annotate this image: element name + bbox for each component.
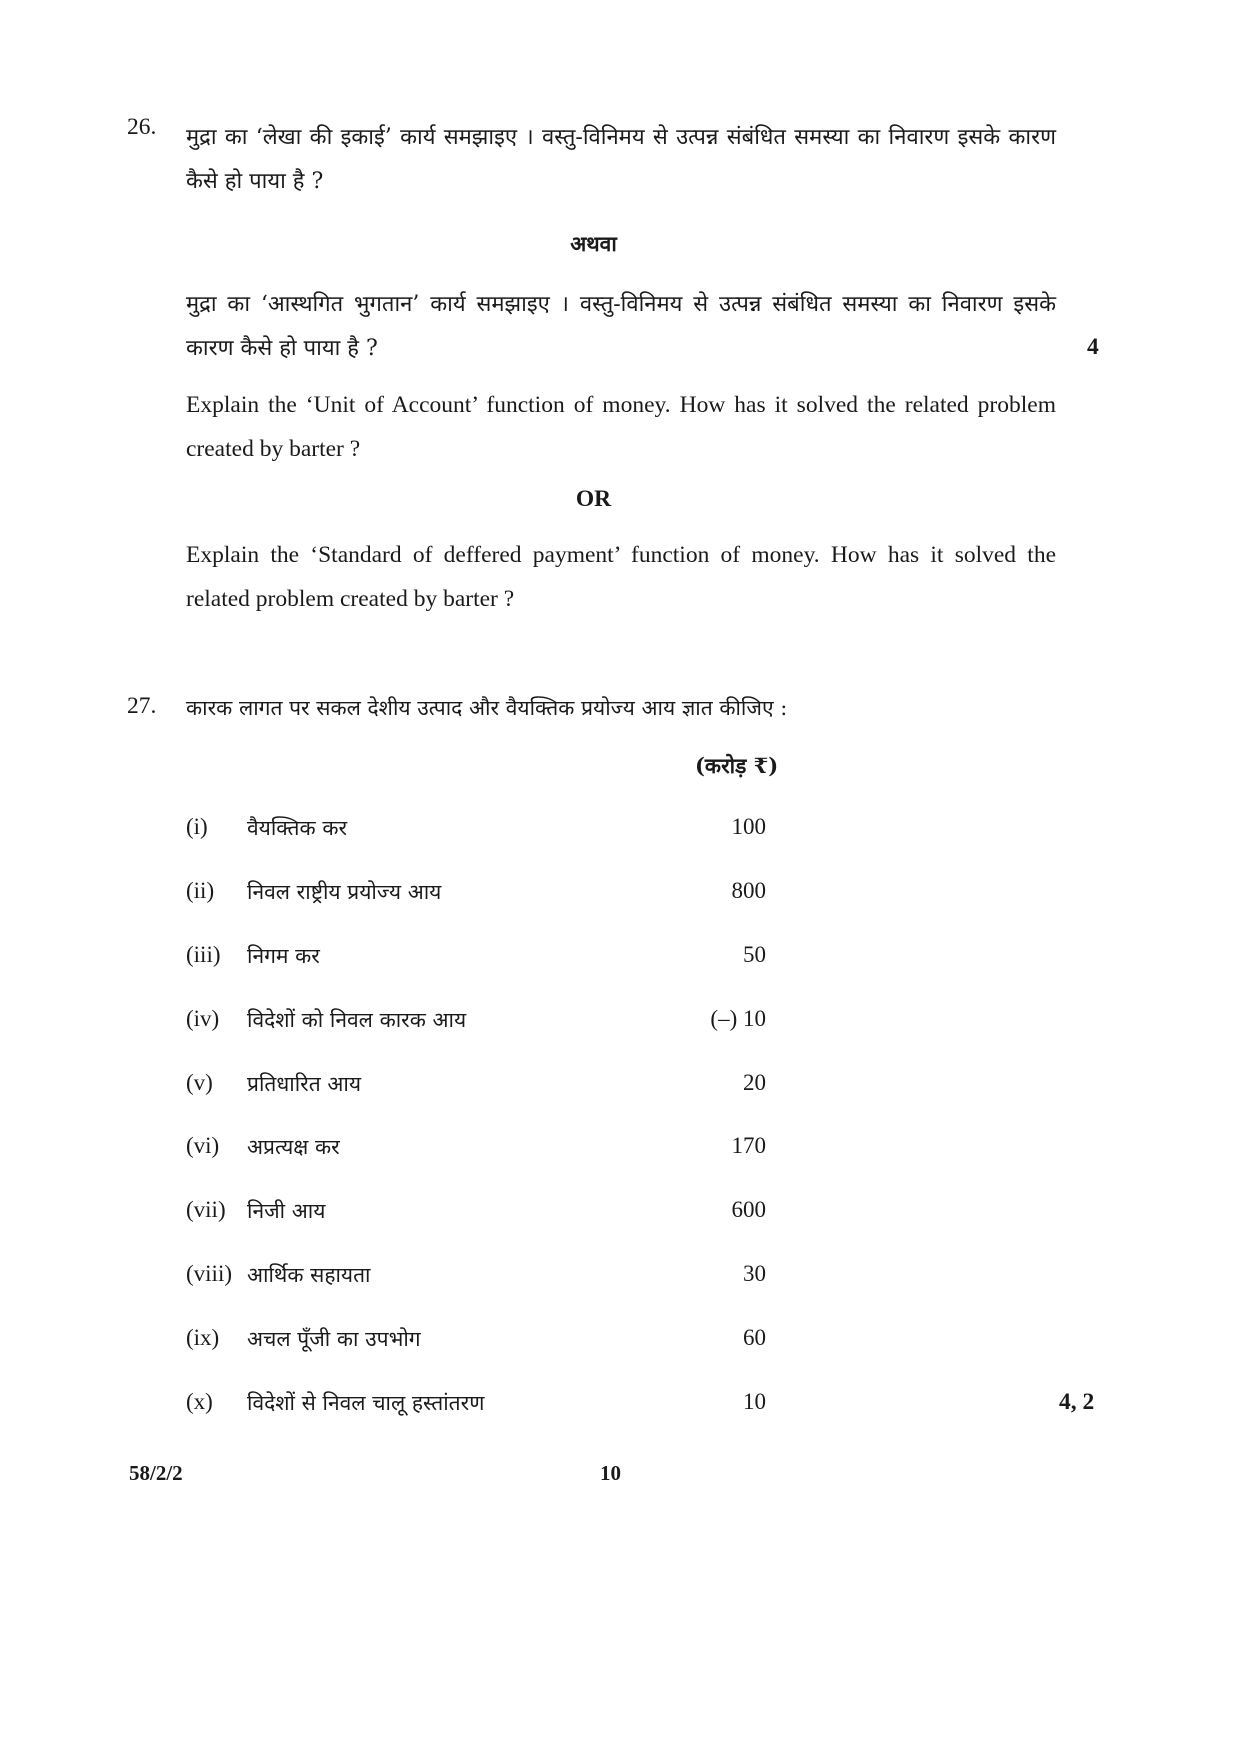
row-label: आर्थिक सहायता (247, 1263, 371, 1287)
row-index: (iii) (186, 942, 221, 967)
row-value: 30 (743, 1261, 766, 1286)
table-row (186, 1006, 766, 1042)
row-label: निवल राष्ट्रीय प्रयोज्य आय (247, 880, 442, 904)
row-label: अप्रत्यक्ष कर (247, 1135, 340, 1159)
row-index: (ix) (186, 1325, 220, 1350)
table-row (186, 1070, 766, 1106)
table-row (186, 1133, 766, 1169)
row-value: 170 (731, 1133, 766, 1158)
row-index: (iv) (186, 1006, 220, 1031)
page-number: 10 (600, 1461, 621, 1485)
row-value: 10 (743, 1389, 766, 1414)
row-value: 50 (743, 942, 766, 967)
table-row (186, 1389, 766, 1425)
row-index: (vi) (186, 1133, 220, 1158)
question-number-27: 27. (127, 693, 157, 719)
row-value: (–) 10 (710, 1006, 766, 1031)
row-index: (vii) (186, 1197, 226, 1222)
row-label: विदेशों से निवल चालू हस्तांतरण (247, 1391, 485, 1415)
row-label: निजी आय (247, 1199, 326, 1223)
table-row (186, 1261, 766, 1297)
row-index: (v) (186, 1070, 213, 1095)
table-row (186, 1325, 766, 1361)
row-value: 600 (731, 1197, 766, 1222)
question-number-26: 26. (127, 114, 157, 140)
row-label: अचल पूँजी का उपभोग (247, 1327, 421, 1351)
q26-hindi-text: मुद्रा का ‘लेखा की इकाई’ कार्य समझाइए । वस्तु-विनिमय से उत्पन्न संबंधित समस्या का निवारण इसके कारण कैसे हो पाया है ? (186, 125, 1056, 194)
unit-header: (करोड़ ₹) (695, 753, 779, 778)
row-value: 60 (743, 1325, 766, 1350)
row-index: (x) (186, 1389, 213, 1414)
row-index: (viii) (186, 1261, 232, 1286)
row-label: निगम कर (247, 944, 320, 968)
paper-code: 58/2/2 (129, 1461, 183, 1485)
q27-question-text: कारक लागत पर सकल देशीय उत्पाद और वैयक्तिक प्रयोज्य आय ज्ञात कीजिए : (186, 696, 788, 720)
row-value: 20 (743, 1070, 766, 1095)
q26-english-text: Explain the ‘Unit of Account’ function of money. How has it solved the related problem created by barter ? (186, 392, 1056, 462)
q26-hindi-or: अथवा (570, 231, 617, 256)
q26-english-alternative: Explain the ‘Standard of deffered payment’ function of money. How has it solved the related problem created by barter ? (186, 542, 1056, 612)
row-value: 100 (731, 814, 766, 839)
row-label: वैयक्तिक कर (247, 816, 348, 840)
row-label: प्रतिधारित आय (247, 1072, 362, 1096)
q26-english-or: OR (575, 486, 612, 512)
table-row (186, 942, 766, 978)
q26-hindi-alternative: मुद्रा का ‘आस्थगित भुगतान’ कार्य समझाइए । वस्तु-विनिमय से उत्पन्न संबंधित समस्या का निवारण इसके कारण कैसे हो पाया है ? (186, 292, 1056, 361)
table-row (186, 1197, 766, 1233)
row-value: 800 (731, 878, 766, 903)
row-index: (ii) (186, 878, 215, 903)
row-index: (i) (186, 814, 208, 839)
table-row (186, 814, 766, 850)
q27-marks: 4, 2 (1059, 1389, 1095, 1415)
q26-marks: 4 (1087, 334, 1099, 360)
row-label: विदेशों को निवल कारक आय (247, 1008, 467, 1032)
table-row (186, 878, 766, 914)
